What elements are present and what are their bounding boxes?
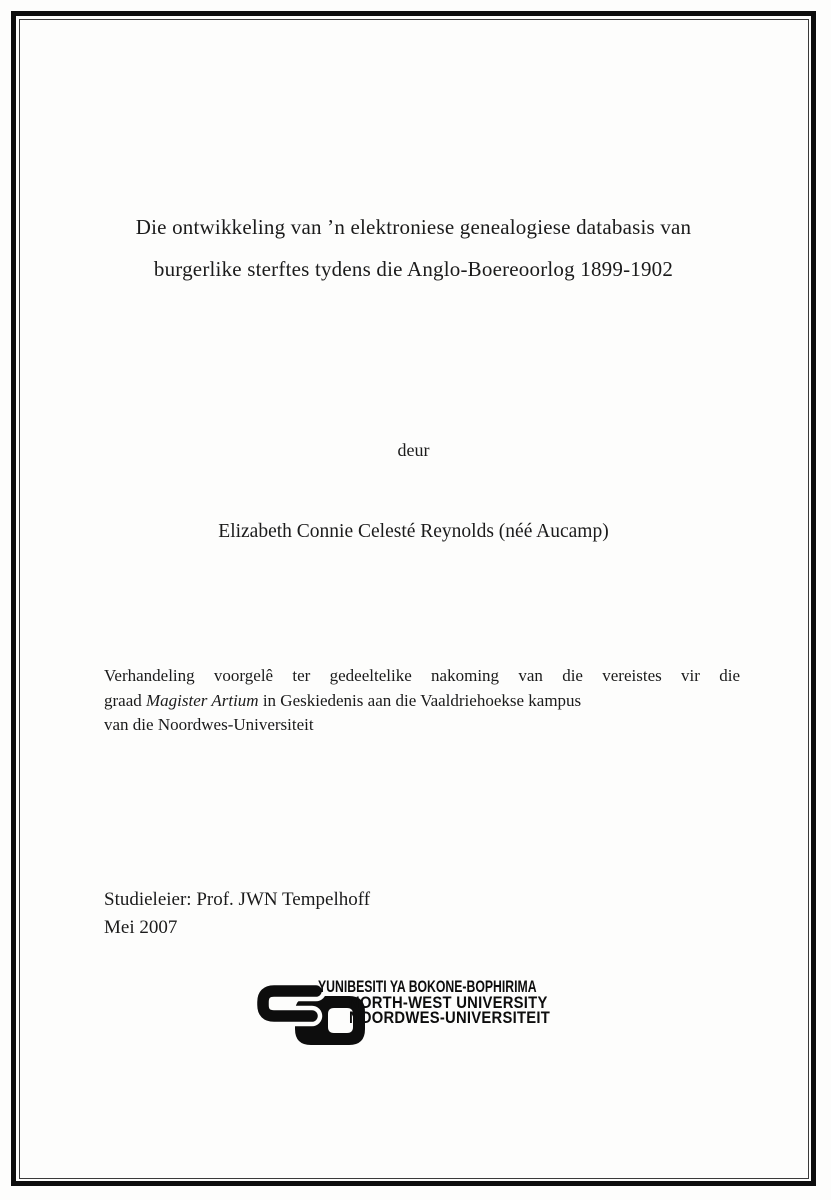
thesis-title-line-1: Die ontwikkeling van ’n elektroniese genealogiese databasis van — [135, 215, 692, 239]
thesis-statement-line-1: Verhandeling voorgelê ter gedeeltelike nakoming van die vereistes vir die — [104, 666, 740, 685]
logo-text-setswana: YUNIBESITI YA BOKONE-BOPHIRIMA — [318, 977, 537, 996]
author-name: Elizabeth Connie Celesté Reynolds (néé Aucamp) — [218, 521, 609, 542]
logo-text-afrikaans: NOORDWES-UNIVERSITEIT — [349, 1008, 551, 1027]
supervisor-line: Studieleier: Prof. JWN Tempelhoff — [104, 889, 371, 910]
thesis-statement-line-2 — [104, 689, 740, 714]
university-logo-text — [318, 979, 622, 1026]
date-line: Mei 2007 — [104, 916, 178, 938]
thesis-title — [48, 206, 779, 290]
thesis-statement — [104, 664, 740, 738]
logo-text-english: NORTH-WEST UNIVERSITY — [349, 992, 548, 1012]
thesis-title-line-2: burgerlike sterftes tydens die Anglo-Boereoorlog 1899-1902 — [153, 257, 674, 281]
degree-prefix: graad — [104, 690, 147, 710]
byline: deur — [397, 440, 430, 460]
degree-suffix: in Geskiedenis aan die Vaaldriehoekse kampus — [258, 690, 582, 710]
thesis-statement-line-3: van die Noordwes-Universiteit — [104, 715, 314, 734]
degree-name: Magister Artium — [146, 690, 259, 710]
supervisor-block — [104, 886, 370, 941]
